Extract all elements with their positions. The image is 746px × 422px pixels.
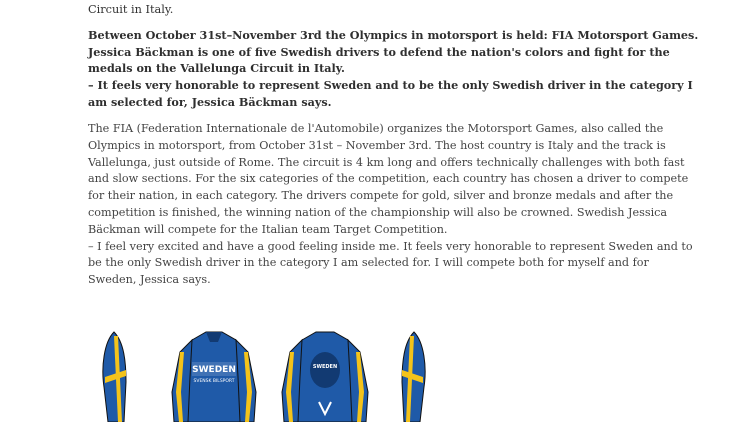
intro-tail-line: Circuit in Italy. bbox=[88, 3, 174, 16]
lead-line: Between October 31st–November 3rd the Olympics in motorsport is held: FIA Motorsport Games. bbox=[88, 28, 699, 42]
lead-line: medals on the Vallelunga Circuit in Italy. bbox=[88, 61, 345, 76]
lead-line: Jessica Bäckman is one of five Swedish drivers to defend the nation's colors and fight for the bbox=[88, 44, 670, 59]
body-line: competition is finished, the winning nation of the championship will also be crowned. Swedish Jessica bbox=[88, 205, 668, 219]
lead-paragraph bbox=[88, 27, 699, 111]
lead-line: – It feels very honorable to represent Sweden and to be the only Swedish driver in the category I bbox=[88, 78, 693, 93]
back-text: SWEDEN bbox=[312, 364, 338, 370]
lead-line: am selected for, Jessica Bäckman says. bbox=[88, 94, 332, 109]
body-paragraph bbox=[88, 121, 693, 289]
front-chest-text: SWEDEN bbox=[192, 365, 236, 375]
body-line: – I feel very excited and have a good feeling inside me. It feels very honorable to represent Sweden and to bbox=[88, 239, 693, 253]
right-sleeve-image bbox=[402, 332, 425, 422]
left-sleeve-image bbox=[103, 332, 126, 422]
front-suit-image bbox=[172, 332, 256, 422]
body-line: Bäckman will compete for the Italian team Target Competition. bbox=[88, 222, 448, 236]
back-suit-image bbox=[282, 332, 368, 422]
body-line: Olympics in motorsport, from October 31st – November 3rd. The host country is Italy and the track is bbox=[88, 138, 666, 152]
body-line: and slow sections. For the six categories of the competition, each country has chosen a driver to compete bbox=[88, 172, 689, 186]
race-suit-illustration bbox=[96, 322, 442, 422]
body-line: Vallelunga, just outside of Rome. The circuit is 4 km long and offers technically challenges with both fast bbox=[88, 155, 685, 169]
body-line: The FIA (Federation Internationale de l'Automobile) organizes the Motorsport Games, also called the bbox=[88, 122, 664, 135]
front-sub-text: SVENSK BILSPORT bbox=[193, 379, 235, 384]
body-line: be the only Swedish driver in the category I am selected for. I will compete both for myself and for bbox=[88, 256, 649, 270]
body-line: Sweden, Jessica says. bbox=[88, 273, 211, 287]
body-line: for their nation, in each category. The drivers compete for gold, silver and bronze medals and after the bbox=[88, 189, 674, 203]
